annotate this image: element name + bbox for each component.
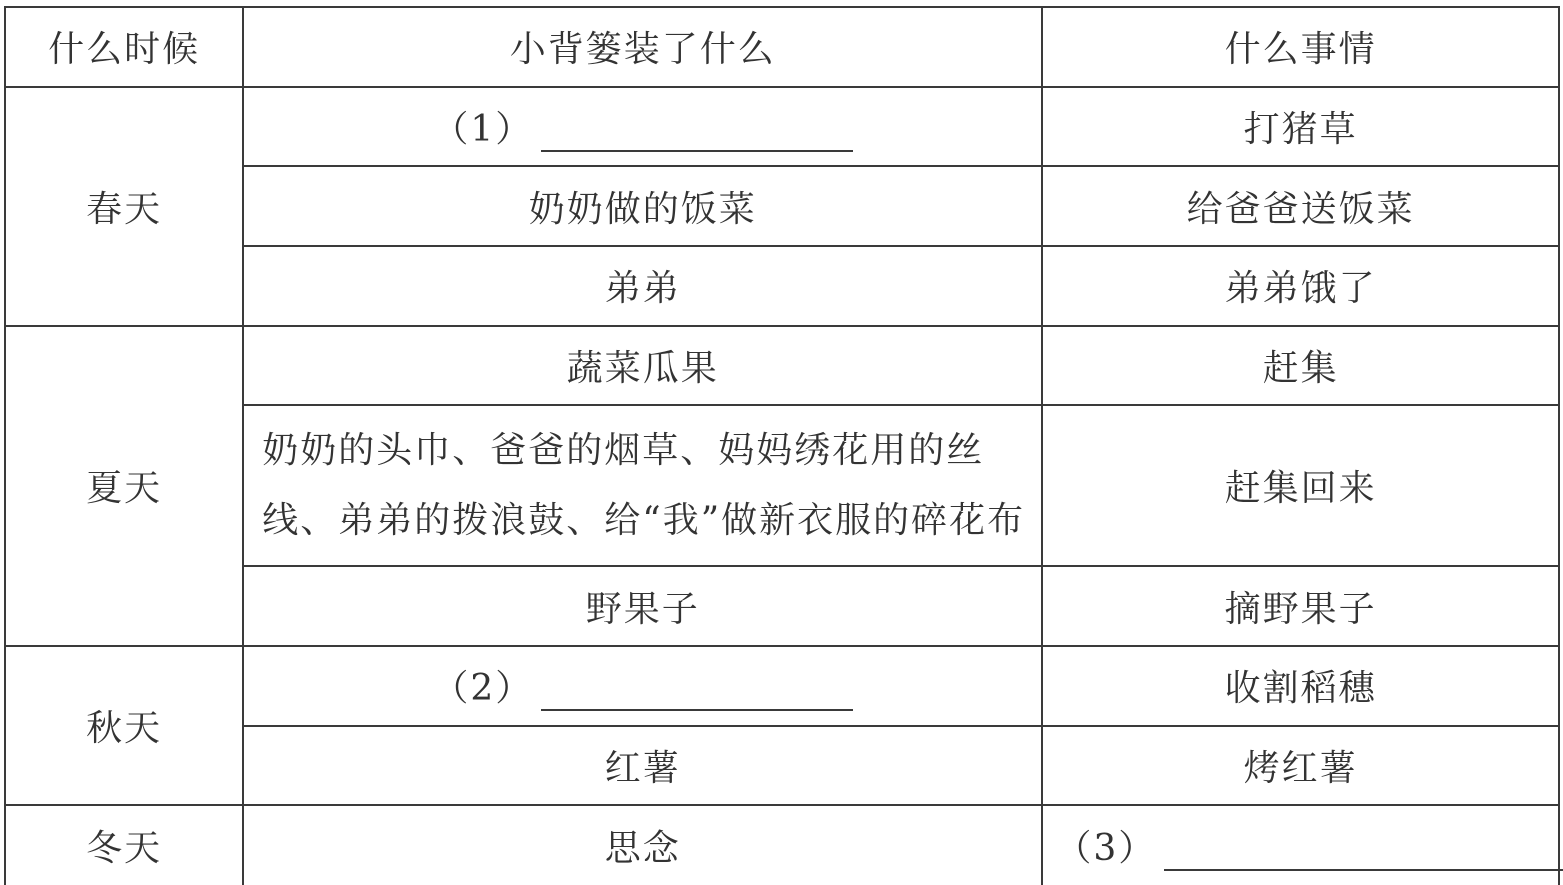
event-cell: 烤红薯 [1042,726,1559,806]
event-cell: 给爸爸送饭菜 [1042,166,1559,246]
header-when: 什么时候 [5,7,243,87]
worksheet-table [4,6,1560,885]
item-cell: 思念 [243,805,1042,885]
event-cell [1042,805,1559,885]
fill-blank-1[interactable] [432,101,853,152]
table-row [5,87,1559,167]
item-cell: 奶奶做的饭菜 [243,166,1042,246]
item-line: 线、弟弟的拨浪鼓、给“我”做新衣服的碎花布 [262,499,1026,541]
blank-number: （3） [1055,828,1157,870]
answer-line[interactable] [1164,829,1563,871]
header-event: 什么事情 [1042,7,1559,87]
season-cell-autumn: 秋天 [5,646,243,805]
item-cell: 蔬菜瓜果 [243,326,1042,406]
blank-number: （1） [432,108,534,150]
table-row [5,326,1559,406]
answer-line[interactable] [541,110,853,152]
item-cell [243,87,1042,167]
season-cell-summer: 夏天 [5,326,243,647]
table-header-row [5,7,1559,87]
blank-number: （2） [432,668,534,710]
season-cell-spring: 春天 [5,87,243,326]
event-cell: 摘野果子 [1042,566,1559,646]
item-cell: 野果子 [243,566,1042,646]
event-cell: 赶集 [1042,326,1559,406]
item-cell: 弟弟 [243,246,1042,326]
item-cell [243,646,1042,726]
item-cell-multiline [243,405,1042,566]
season-cell-winter: 冬天 [5,805,243,885]
event-cell: 赶集回来 [1042,405,1559,566]
item-cell: 红薯 [243,726,1042,806]
answer-line[interactable] [541,669,853,711]
header-items: 小背篓装了什么 [243,7,1042,87]
fill-blank-3[interactable] [1055,820,1563,871]
fill-blank-2[interactable] [432,660,853,711]
event-cell: 打猪草 [1042,87,1559,167]
item-line: 奶奶的头巾、爸爸的烟草、妈妈绣花用的丝 [262,429,985,471]
table-row [5,805,1559,885]
event-cell: 弟弟饿了 [1042,246,1559,326]
table-row [5,646,1559,726]
event-cell: 收割稻穗 [1042,646,1559,726]
